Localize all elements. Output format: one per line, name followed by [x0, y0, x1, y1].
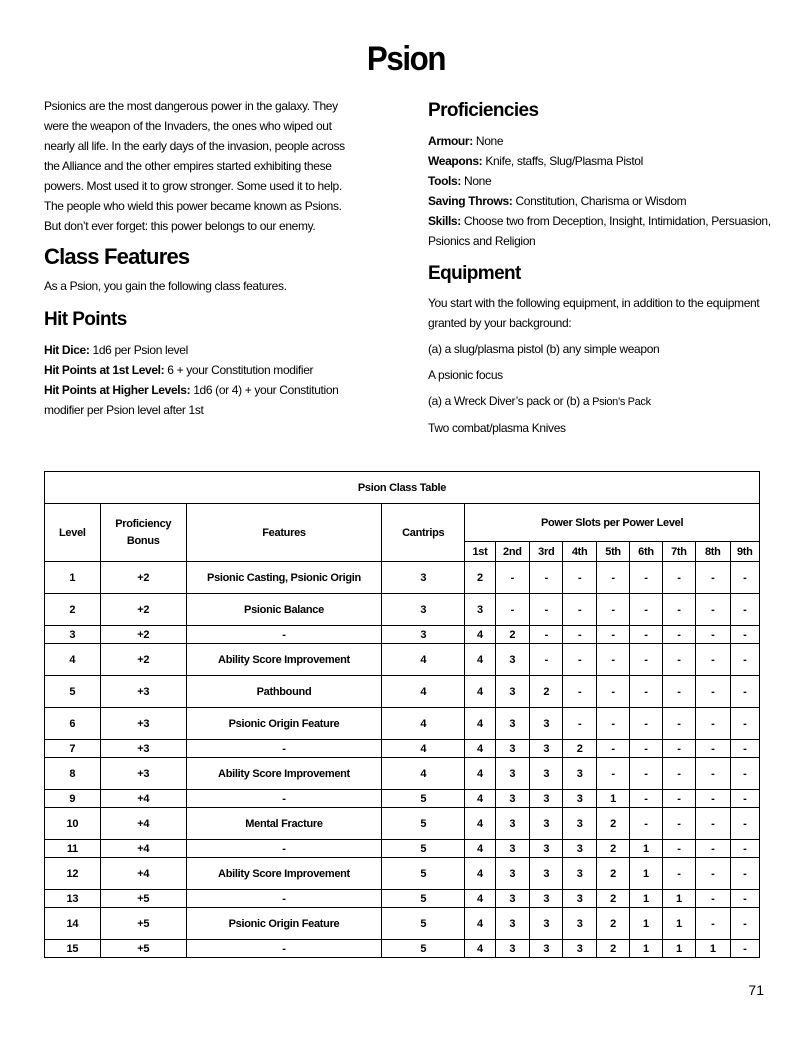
slot-cell: - [696, 890, 730, 908]
slot-cell: 1 [630, 858, 662, 890]
slot-cell: - [662, 676, 695, 708]
table-row [45, 840, 760, 858]
slot-cell: - [696, 562, 730, 594]
slot-cell: - [730, 908, 760, 940]
level-cell: 6 [45, 708, 101, 740]
table-row [45, 758, 760, 790]
proficiency-cell: +3 [100, 740, 186, 758]
table-row [45, 890, 760, 908]
cantrips-cell: 5 [382, 858, 465, 890]
slot-level-header: 4th [563, 542, 596, 562]
level-cell: 15 [45, 940, 101, 958]
intro-paragraph: Psionics are the most dangerous power in the galaxy. They were the weapon of the Invaders, the ones who wiped out nearly all life. In the early days of the invasion, people across the Alliance and the other empires started exhibiting these powers. Most used it to grow stronger. Some used it to help. The people who wield this power became known as Psions. But don’t ever forget: this power belongs to our enemy. [44, 99, 345, 233]
proficiency-cell: +5 [100, 908, 186, 940]
slot-cell: - [563, 676, 596, 708]
slot-cell: 3 [530, 890, 563, 908]
slot-cell: 3 [495, 644, 529, 676]
slot-cell: 3 [563, 758, 596, 790]
table-row [45, 940, 760, 958]
slot-cell: 3 [563, 908, 596, 940]
slot-cell: - [662, 708, 695, 740]
slot-cell: - [662, 790, 695, 808]
cantrips-cell: 4 [382, 708, 465, 740]
slot-cell: 3 [530, 858, 563, 890]
proficiency-cell: +4 [100, 858, 186, 890]
slot-cell: - [696, 644, 730, 676]
slot-cell: - [563, 594, 596, 626]
slot-cell: 4 [465, 940, 495, 958]
slot-cell: - [696, 808, 730, 840]
slot-cell: 3 [495, 890, 529, 908]
psion-class-table [44, 471, 760, 958]
slot-cell: 2 [596, 940, 629, 958]
slot-cell: 4 [465, 908, 495, 940]
slot-cell: 3 [530, 708, 563, 740]
slot-cell: - [563, 562, 596, 594]
slot-cell: 3 [530, 940, 563, 958]
table-row [45, 626, 760, 644]
slot-cell: 1 [630, 940, 662, 958]
slot-cell: - [596, 676, 629, 708]
slot-cell: - [530, 644, 563, 676]
slot-cell: 3 [495, 858, 529, 890]
slot-cell: 3 [495, 676, 529, 708]
level-cell: 1 [45, 562, 101, 594]
right-column [428, 96, 773, 438]
slot-cell: - [630, 740, 662, 758]
equipment-item: A psionic focus [428, 368, 503, 382]
slot-cell: 2 [596, 858, 629, 890]
header-proficiency-bonus: Proficiency Bonus [100, 504, 186, 562]
slot-cell: 4 [465, 626, 495, 644]
slot-cell: 3 [530, 758, 563, 790]
table-row [45, 594, 760, 626]
slot-cell: - [563, 708, 596, 740]
header-level: Level [45, 504, 101, 562]
weapons-label: Weapons: [428, 154, 483, 168]
hit-dice-label: Hit Dice: [44, 343, 90, 357]
slot-cell: 4 [465, 808, 495, 840]
hit-dice-line [44, 340, 354, 360]
slot-level-header: 1st [465, 542, 495, 562]
slot-cell: 3 [495, 790, 529, 808]
features-cell: - [186, 790, 381, 808]
slot-cell: 1 [630, 890, 662, 908]
proficiency-cell: +2 [100, 626, 186, 644]
hp-first-level-label: Hit Points at 1st Level: [44, 363, 165, 377]
proficiency-cell: +5 [100, 890, 186, 908]
slot-cell: 3 [495, 708, 529, 740]
table-body [45, 562, 760, 958]
slot-cell: 3 [495, 940, 529, 958]
features-cell: Ability Score Improvement [186, 644, 381, 676]
slot-cell: - [596, 740, 629, 758]
slot-cell: 3 [530, 808, 563, 840]
slot-cell: - [730, 644, 760, 676]
slot-cell: 4 [465, 890, 495, 908]
slot-cell: 1 [630, 840, 662, 858]
cantrips-cell: 3 [382, 594, 465, 626]
slot-cell: 2 [563, 740, 596, 758]
equipment-item [428, 391, 773, 412]
slot-cell: 3 [530, 740, 563, 758]
slot-cell: 3 [495, 758, 529, 790]
slot-cell: 2 [495, 626, 529, 644]
tools-value: None [464, 174, 492, 188]
slot-cell: 4 [465, 708, 495, 740]
equipment-item: Two combat/plasma Knives [428, 421, 566, 435]
slot-cell: 4 [465, 644, 495, 676]
features-cell: Ability Score Improvement [186, 758, 381, 790]
slot-cell: 3 [563, 790, 596, 808]
proficiency-cell: +4 [100, 808, 186, 840]
slot-cell: - [662, 808, 695, 840]
level-cell: 4 [45, 644, 101, 676]
saving-throws-label: Saving Throws: [428, 194, 513, 208]
cantrips-cell: 4 [382, 644, 465, 676]
page-title: Psion [366, 40, 446, 78]
slot-cell: 2 [530, 676, 563, 708]
level-cell: 3 [45, 626, 101, 644]
psion-pack-text: Psion’s Pack [592, 396, 651, 408]
slot-cell: - [630, 626, 662, 644]
table-row [45, 644, 760, 676]
slot-cell: - [696, 840, 730, 858]
slot-cell: - [730, 708, 760, 740]
hit-points-heading: Hit Points [44, 309, 127, 330]
cantrips-cell: 5 [382, 890, 465, 908]
slot-cell: - [662, 758, 695, 790]
slot-cell: - [730, 740, 760, 758]
level-cell: 9 [45, 790, 101, 808]
weapons-line [428, 151, 773, 171]
slot-cell: - [596, 562, 629, 594]
slot-cell: 4 [465, 858, 495, 890]
slot-cell: - [696, 790, 730, 808]
slot-cell: - [696, 858, 730, 890]
saving-throws-line [428, 191, 773, 211]
slot-level-header: 2nd [495, 542, 529, 562]
slot-cell: - [630, 644, 662, 676]
slot-cell: - [730, 890, 760, 908]
class-features-text: As a Psion, you gain the following class features. [44, 279, 287, 293]
proficiency-cell: +2 [100, 594, 186, 626]
proficiency-cell: +3 [100, 676, 186, 708]
slot-cell: - [596, 758, 629, 790]
table-caption: Psion Class Table [45, 472, 760, 504]
features-cell: Psionic Balance [186, 594, 381, 626]
slot-cell: - [696, 594, 730, 626]
features-cell: - [186, 626, 381, 644]
cantrips-cell: 4 [382, 740, 465, 758]
slot-cell: - [662, 594, 695, 626]
table-row [45, 858, 760, 890]
slot-cell: 4 [465, 790, 495, 808]
features-cell: Psionic Origin Feature [186, 908, 381, 940]
proficiency-cell: +2 [100, 644, 186, 676]
table-row [45, 708, 760, 740]
hp-first-level-line [44, 360, 354, 380]
slot-cell: - [530, 594, 563, 626]
level-cell: 8 [45, 758, 101, 790]
header-cantrips: Cantrips [382, 504, 465, 562]
hp-higher-levels-label: Hit Points at Higher Levels: [44, 383, 191, 397]
weapons-value: Knife, staffs, Slug/Plasma Pistol [485, 154, 643, 168]
proficiencies-heading: Proficiencies [428, 100, 539, 121]
cantrips-cell: 3 [382, 626, 465, 644]
equipment-intro: You start with the following equipment, in addition to the equipment granted by your background: [428, 296, 760, 330]
slot-cell: - [696, 758, 730, 790]
slot-cell: 2 [596, 890, 629, 908]
slot-cell: - [630, 790, 662, 808]
armour-line [428, 131, 773, 151]
slot-cell: 3 [495, 840, 529, 858]
level-cell: 12 [45, 858, 101, 890]
slot-level-header: 9th [730, 542, 760, 562]
slot-cell: - [563, 626, 596, 644]
slot-cell: 3 [563, 808, 596, 840]
cantrips-cell: 5 [382, 790, 465, 808]
slot-cell: - [563, 644, 596, 676]
class-features-heading: Class Features [44, 244, 190, 269]
hp-higher-levels-line [44, 380, 354, 420]
slot-cell: 3 [563, 840, 596, 858]
slot-cell: - [630, 808, 662, 840]
slot-cell: 3 [530, 908, 563, 940]
features-cell: - [186, 890, 381, 908]
table-row [45, 808, 760, 840]
level-cell: 5 [45, 676, 101, 708]
proficiency-cell: +2 [100, 562, 186, 594]
cantrips-cell: 5 [382, 908, 465, 940]
features-cell: Psionic Casting, Psionic Origin [186, 562, 381, 594]
level-cell: 10 [45, 808, 101, 840]
slot-cell: 3 [563, 890, 596, 908]
features-cell: - [186, 740, 381, 758]
saving-throws-value: Constitution, Charisma or Wisdom [515, 194, 687, 208]
table-row [45, 676, 760, 708]
skills-line [428, 211, 773, 251]
hp-higher-levels-value: 1d6 (or 4) + your Constitution modifier per Psion level after 1st [44, 383, 339, 417]
slot-level-header: 3rd [530, 542, 563, 562]
table-row [45, 562, 760, 594]
slot-cell: - [730, 940, 760, 958]
slot-cell: - [596, 626, 629, 644]
slot-cell: 2 [596, 908, 629, 940]
armour-value: None [475, 134, 504, 148]
slot-level-header: 7th [662, 542, 695, 562]
slot-cell: 3 [530, 790, 563, 808]
level-cell: 14 [45, 908, 101, 940]
table-row [45, 908, 760, 940]
slot-cell: 1 [596, 790, 629, 808]
slot-cell: 4 [465, 758, 495, 790]
slot-cell: 4 [465, 740, 495, 758]
slot-cell: - [630, 562, 662, 594]
slot-level-header: 5th [596, 542, 629, 562]
slot-cell: - [596, 644, 629, 676]
slot-cell: 3 [495, 740, 529, 758]
slot-cell: - [662, 562, 695, 594]
slot-cell: 1 [662, 890, 695, 908]
slot-level-header: 6th [630, 542, 662, 562]
hit-dice-value: 1d6 per Psion level [92, 343, 188, 357]
slot-cell: 3 [563, 858, 596, 890]
slot-cell: 1 [630, 908, 662, 940]
slot-cell: - [662, 626, 695, 644]
slot-cell: 1 [662, 940, 695, 958]
slot-cell: - [730, 626, 760, 644]
slot-cell: 2 [596, 840, 629, 858]
slot-cell: - [730, 858, 760, 890]
features-cell: Mental Fracture [186, 808, 381, 840]
tools-label: Tools: [428, 174, 462, 188]
slot-cell: - [630, 708, 662, 740]
table-row [45, 740, 760, 758]
cantrips-cell: 5 [382, 808, 465, 840]
slot-cell: 2 [596, 808, 629, 840]
slot-cell: - [696, 626, 730, 644]
cantrips-cell: 5 [382, 840, 465, 858]
slot-cell: - [662, 858, 695, 890]
proficiency-cell: +5 [100, 940, 186, 958]
slot-cell: - [730, 840, 760, 858]
slot-cell: 4 [465, 840, 495, 858]
slot-cell: - [630, 758, 662, 790]
proficiency-cell: +3 [100, 758, 186, 790]
slot-cell: - [696, 708, 730, 740]
slot-cell: 1 [696, 940, 730, 958]
skills-label: Skills: [428, 214, 461, 228]
slot-cell: 2 [465, 562, 495, 594]
proficiency-cell: +4 [100, 790, 186, 808]
slot-cell: - [696, 740, 730, 758]
level-cell: 11 [45, 840, 101, 858]
features-cell: - [186, 940, 381, 958]
header-power-slots: Power Slots per Power Level [465, 504, 760, 542]
slot-cell: - [696, 908, 730, 940]
slot-cell: 3 [563, 940, 596, 958]
cantrips-cell: 4 [382, 758, 465, 790]
features-cell: Psionic Origin Feature [186, 708, 381, 740]
slot-cell: - [730, 562, 760, 594]
cantrips-cell: 5 [382, 940, 465, 958]
page-number: 71 [748, 982, 764, 998]
slot-cell: - [662, 840, 695, 858]
slot-cell: 3 [530, 840, 563, 858]
slot-cell: 3 [465, 594, 495, 626]
features-cell: Ability Score Improvement [186, 858, 381, 890]
level-cell: 7 [45, 740, 101, 758]
level-cell: 13 [45, 890, 101, 908]
slot-cell: - [730, 790, 760, 808]
slot-cell: 3 [495, 808, 529, 840]
slot-cell: - [495, 594, 529, 626]
slot-cell: - [730, 758, 760, 790]
slot-cell: - [596, 708, 629, 740]
slot-cell: - [730, 594, 760, 626]
hp-first-level-value: 6 + your Constitution modifier [167, 363, 314, 377]
slot-cell: - [596, 594, 629, 626]
proficiency-cell: +3 [100, 708, 186, 740]
slot-cell: - [662, 644, 695, 676]
equipment-item: (a) a slug/plasma pistol (b) any simple weapon [428, 342, 660, 356]
slot-cell: 4 [465, 676, 495, 708]
slot-cell: - [662, 740, 695, 758]
tools-line [428, 171, 773, 191]
left-column [44, 96, 354, 420]
equipment-heading: Equipment [428, 263, 521, 284]
equipment-item-text: (a) a Wreck Diver’s pack or (b) a [428, 394, 593, 408]
table-row [45, 790, 760, 808]
slot-cell: - [530, 626, 563, 644]
slot-level-header: 8th [696, 542, 730, 562]
slot-cell: - [530, 562, 563, 594]
armour-label: Armour: [428, 134, 473, 148]
proficiency-cell: +4 [100, 840, 186, 858]
slot-cell: 3 [495, 908, 529, 940]
slot-cell: - [630, 594, 662, 626]
header-features: Features [186, 504, 381, 562]
level-cell: 2 [45, 594, 101, 626]
slot-cell: 1 [662, 908, 695, 940]
slot-cell: - [696, 676, 730, 708]
features-cell: - [186, 840, 381, 858]
cantrips-cell: 3 [382, 562, 465, 594]
cantrips-cell: 4 [382, 676, 465, 708]
features-cell: Pathbound [186, 676, 381, 708]
slot-cell: - [730, 808, 760, 840]
skills-value: Choose two from Deception, Insight, Intimidation, Persuasion, Psionics and Religion [428, 214, 771, 248]
slot-cell: - [730, 676, 760, 708]
slot-cell: - [495, 562, 529, 594]
slot-cell: - [630, 676, 662, 708]
